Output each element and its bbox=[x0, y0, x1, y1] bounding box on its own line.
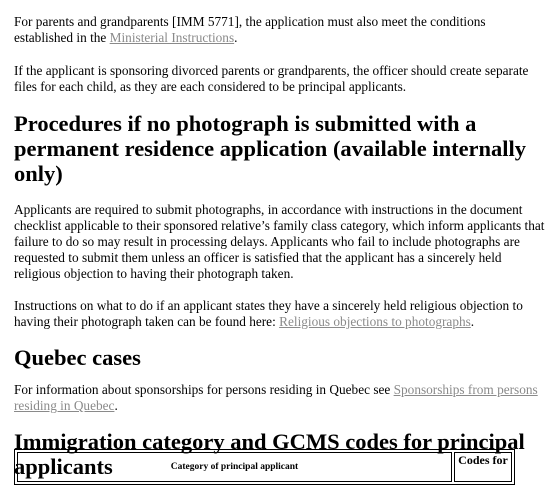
paragraph-text: For information about sponsorships for persons residing in Quebec see bbox=[14, 382, 394, 397]
paragraph-religious-objection bbox=[14, 298, 546, 330]
paragraph-text: . bbox=[470, 314, 475, 329]
category-codes-table bbox=[14, 449, 515, 485]
ministerial-instructions-link[interactable]: Ministerial Instructions bbox=[109, 30, 235, 45]
paragraph-text: For parents and grandparents [IMM 5771], the application must also meet the conditions established in the bbox=[14, 14, 486, 45]
paragraph-quebec-info bbox=[14, 382, 546, 414]
paragraph-text: . bbox=[114, 398, 118, 413]
paragraph-text: Instructions on what to do if an applicant states they have a sincerely held religious objection to having their photograph taken can be found here: bbox=[14, 298, 523, 329]
table-header-category: Category of principal applicant bbox=[17, 452, 452, 482]
paragraph-photograph-requirements: Applicants are required to submit photographs, in accordance with instructions in the document checklist applicable to their sponsored relative’s family class category, which inform applicants that failure to do so may result in processing delays. Applicants who fail to include photographs are requested to submit them unless an officer is satisfied that the applicant has a sincerely held religious objection to having their photograph taken. bbox=[14, 202, 545, 281]
paragraph-parents-grandparents bbox=[14, 14, 546, 46]
paragraph-divorced-parents: If the applicant is sponsoring divorced parents or grandparents, the officer should create separate files for each child, as they are each considered to be principal applicants. bbox=[14, 63, 529, 94]
heading-quebec-cases: Quebec cases bbox=[14, 345, 141, 370]
document-body bbox=[14, 8, 546, 479]
heading-immigration-category-codes: Immigration category and GCMS codes for principal applicants bbox=[14, 429, 525, 479]
category-codes-table-wrapper bbox=[14, 449, 515, 479]
religious-objections-link[interactable]: Religious objections to photographs bbox=[279, 314, 471, 329]
table-header-row bbox=[17, 452, 512, 482]
table-header-codes: Codes for bbox=[454, 452, 512, 482]
paragraph-text: . bbox=[234, 30, 238, 45]
heading-no-photograph-procedures: Procedures if no photograph is submitted with a permanent residence application (available internally only) bbox=[14, 111, 527, 186]
quebec-sponsorships-link[interactable]: Sponsorships from persons residing in Quebec bbox=[14, 382, 538, 413]
